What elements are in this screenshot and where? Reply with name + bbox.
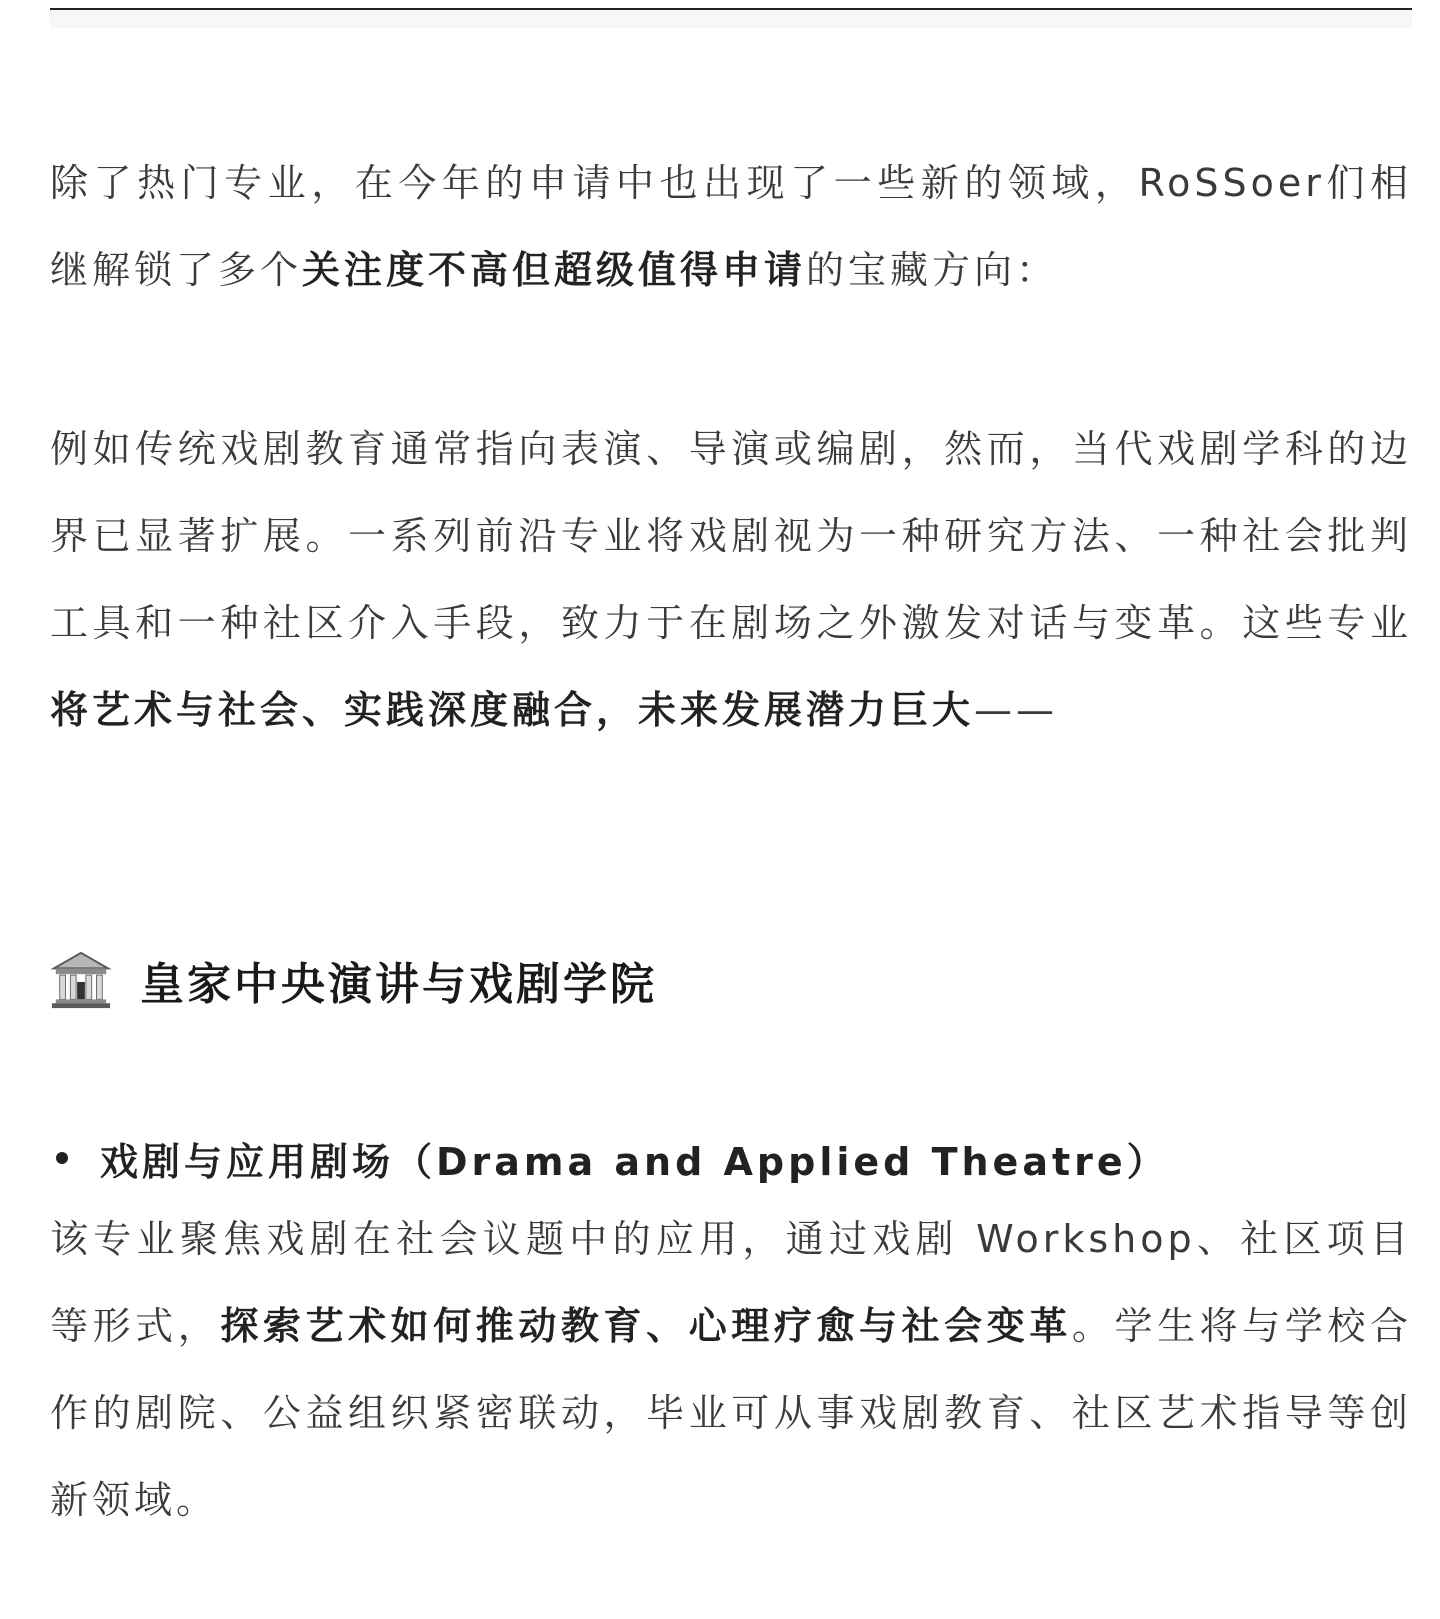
program-name: 戏剧与应用剧场（Drama and Applied Theatre） bbox=[100, 1139, 1169, 1184]
program-description bbox=[50, 1196, 1412, 1544]
drama-field-text-b: —— bbox=[974, 688, 1059, 732]
classical-building-icon bbox=[50, 949, 112, 1011]
school-title: 皇家中央演讲与戏剧学院 bbox=[140, 959, 657, 1010]
intro-bold-highlight: 关注度不高但超级值得申请 bbox=[302, 248, 807, 292]
program-bold-highlight: 探索艺术如何推动教育、心理疗愈与社会变革 bbox=[220, 1304, 1072, 1348]
program-text-b: 。学生将与学校合作的剧院、公益组织紧密联动，毕业可从事戏剧教育、社区艺术指导等创新领域。 bbox=[50, 1304, 1412, 1522]
drama-field-bold-highlight: 将艺术与社会、实践深度融合，未来发展潜力巨大 bbox=[50, 688, 975, 732]
drama-field-text-a: 例如传统戏剧教育通常指向表演、导演或编剧，然而，当代戏剧学科的边界已显著扩展。一系列前沿专业将戏剧视为一种研究方法、一种社会批判工具和一种社区介入手段，致力于在剧场之外激发对话与变革。这些专业 bbox=[50, 427, 1412, 645]
top-divider-shadow bbox=[50, 10, 1412, 28]
intro-paragraph bbox=[50, 140, 1412, 314]
program-bullet bbox=[50, 1128, 1169, 1188]
drama-field-paragraph bbox=[50, 406, 1412, 754]
intro-text-b: 的宝藏方向： bbox=[806, 248, 1059, 292]
school-heading bbox=[50, 940, 657, 1020]
bullet-dot-icon bbox=[56, 1152, 68, 1164]
intro-text-a: 除了热门专业，在今年的申请中也出现了一些新的领域，RoSSoer们相继解锁了多个 bbox=[50, 161, 1412, 292]
program-text-a: 该专业聚焦戏剧在社会议题中的应用，通过戏剧 Workshop、社区项目等形式， bbox=[50, 1217, 1412, 1348]
